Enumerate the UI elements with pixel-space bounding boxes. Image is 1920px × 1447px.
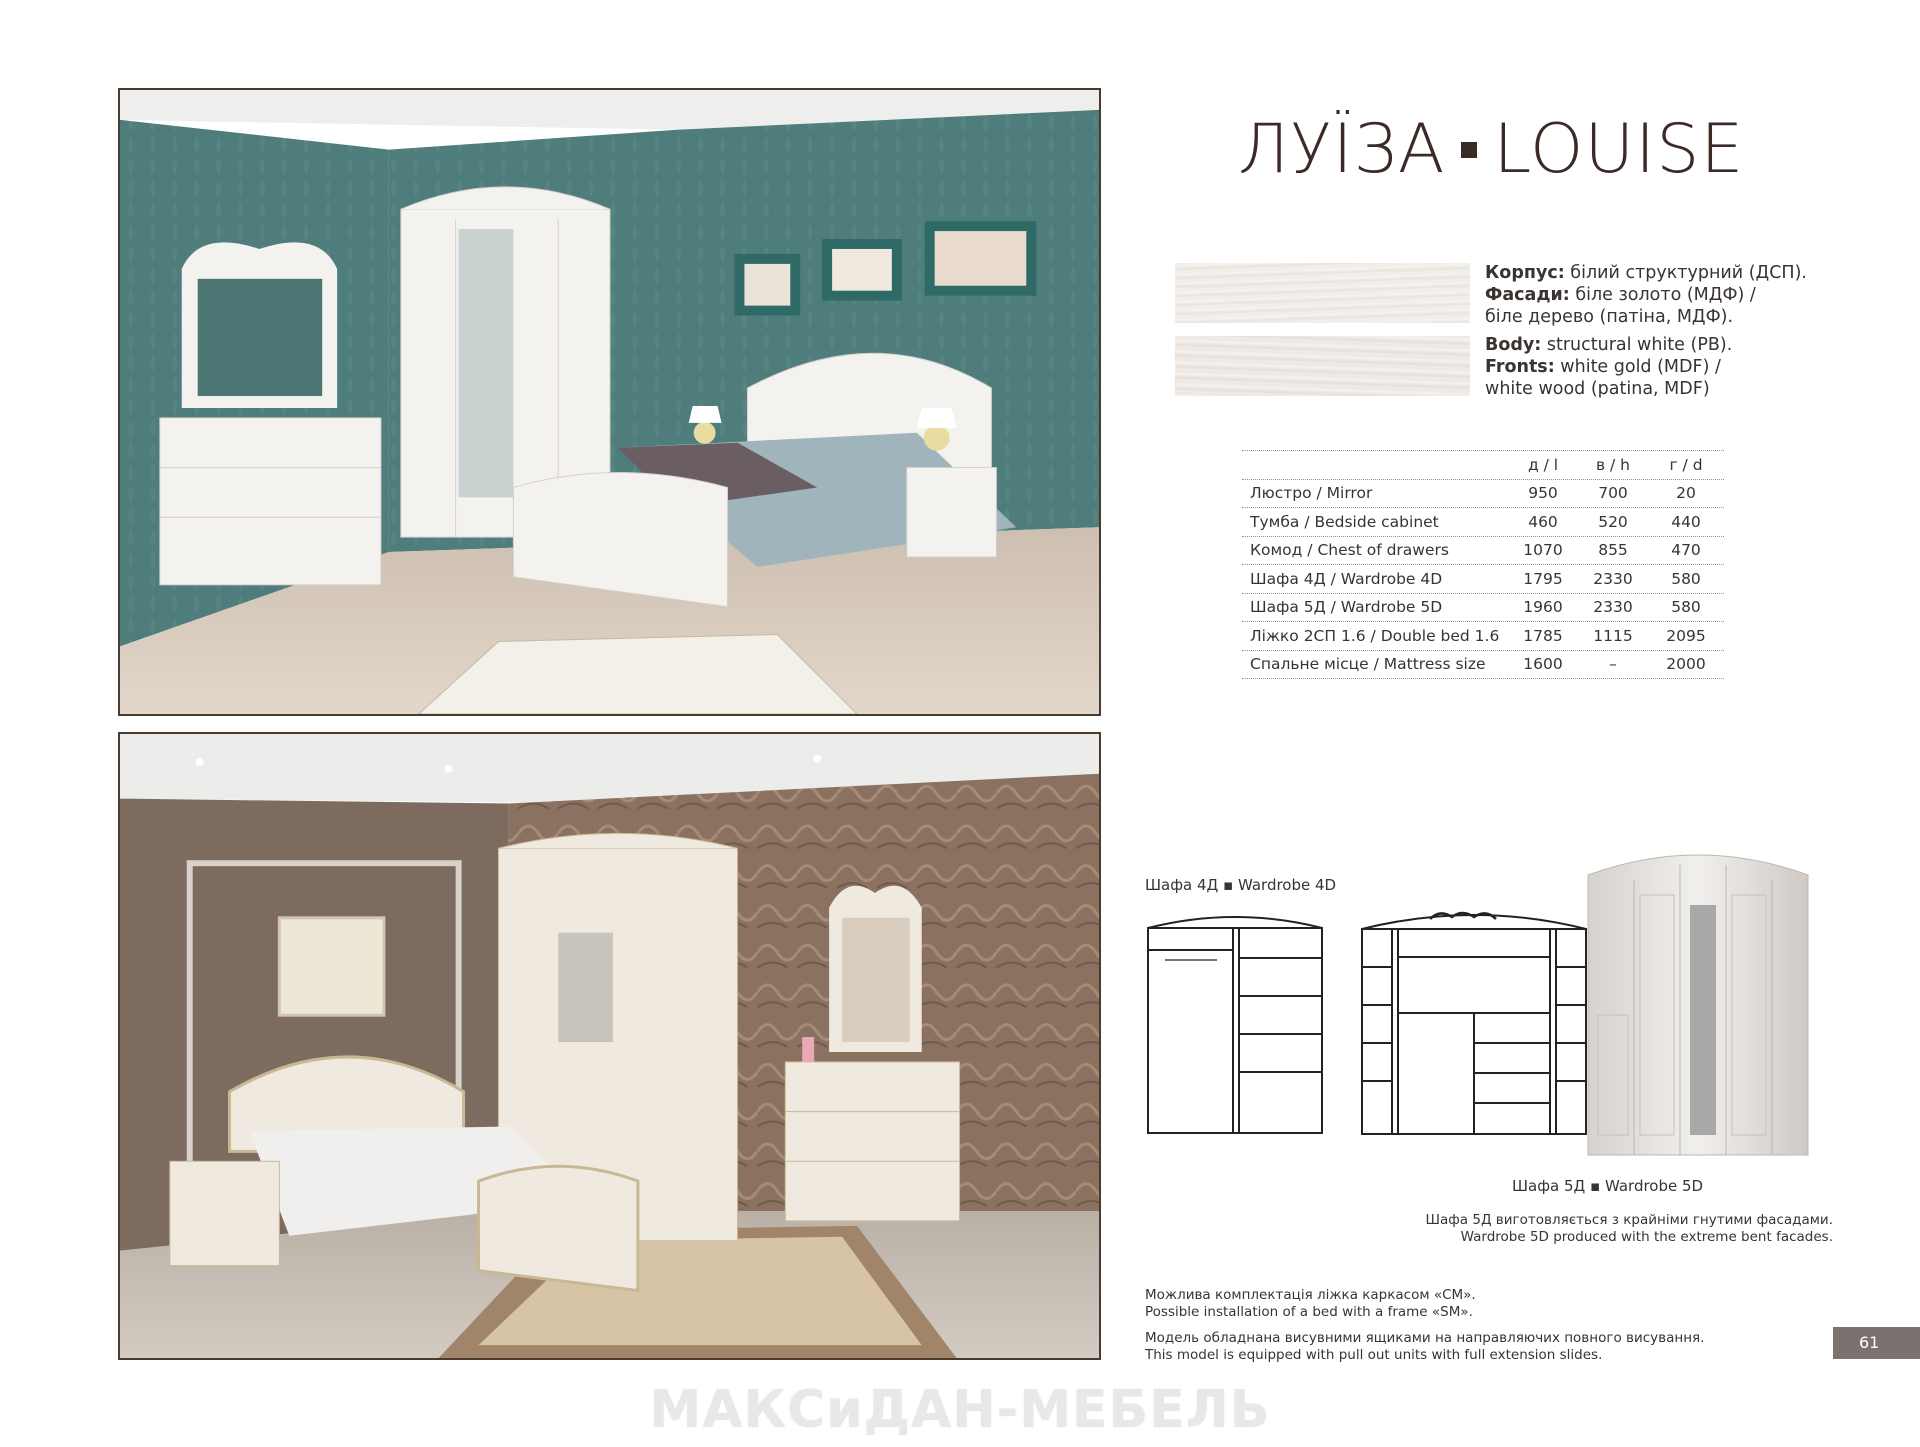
caption-wardrobe-5d: Шафа 5Д ▪ Wardrobe 5D [1512, 1177, 1704, 1195]
table-cell: 460 [1528, 512, 1558, 531]
table-cell: 1115 [1593, 626, 1633, 645]
swatch-structural-white [1175, 263, 1470, 323]
table-row [1242, 480, 1724, 509]
table-row [1242, 537, 1724, 566]
note-line-ua: Можлива комплектація ліжка каркасом «СМ». [1145, 1287, 1476, 1303]
page-title [1238, 110, 1758, 189]
materials-ua-line: Корпус: білий структурний (ДСП). [1485, 263, 1807, 283]
table-cell: 20 [1676, 484, 1696, 503]
table-cell: Ліжко 2СП 1.6 / Double bed 1.6 [1250, 626, 1500, 645]
table-cell: 950 [1528, 484, 1558, 503]
note-bed-frame [1145, 1287, 1476, 1321]
swatch-white-wood [1175, 336, 1470, 396]
dimensions-table [1242, 450, 1724, 679]
table-row [1242, 594, 1724, 623]
bedroom-photo-white [118, 88, 1101, 716]
table-cell: 2000 [1666, 655, 1706, 674]
note-line-ua: Модель обладнана висувними ящиками на направляючих повного висування. [1145, 1330, 1705, 1346]
title-separator-square [1461, 142, 1477, 158]
wardrobe-5d-photo [1578, 835, 1818, 1165]
title-en: LOUISE [1493, 110, 1745, 189]
materials-ua-line: Фасади: біле золото (МДФ) / [1485, 285, 1756, 305]
materials-en-line: Body: structural white (PB). [1485, 335, 1733, 355]
table-row [1242, 651, 1724, 680]
note-wardrobe-5d [1426, 1212, 1833, 1246]
note-line-ua: Шафа 5Д виготовляється з крайніми гнутими фасадами. [1425, 1212, 1833, 1228]
note-line-en: This model is equipped with pull out units with full extension slides. [1145, 1347, 1603, 1363]
watermark: МАКСиДАН-МЕБЕЛЬ [649, 1380, 1271, 1440]
page-number: 61 [1833, 1327, 1920, 1359]
table-cell: Тумба / Bedside cabinet [1250, 512, 1439, 531]
materials-en-line: Fronts: white gold (MDF) / [1485, 357, 1721, 377]
table-header-cell: г / d [1669, 455, 1703, 474]
materials-ua [1485, 262, 1807, 328]
table-cell: Шафа 4Д / Wardrobe 4D [1250, 569, 1443, 588]
note-line-en: Wardrobe 5D produced with the extreme bent facades. [1460, 1229, 1833, 1245]
title-ua: ЛУЇЗА [1238, 110, 1446, 189]
table-header-row [1242, 450, 1724, 480]
materials-en-line: white wood (patina, MDF) [1485, 379, 1710, 399]
table-cell: 520 [1598, 512, 1628, 531]
table-cell: 1960 [1523, 598, 1563, 617]
table-cell: 2330 [1593, 569, 1633, 588]
table-cell: 2330 [1593, 598, 1633, 617]
table-row [1242, 565, 1724, 594]
table-cell: 580 [1671, 569, 1701, 588]
wardrobe-5d-drawing [1360, 905, 1588, 1137]
wardrobe-4d-drawing [1145, 910, 1325, 1136]
materials-ua-line: біле дерево (патіна, МДФ). [1485, 307, 1734, 327]
table-cell: Шафа 5Д / Wardrobe 5D [1250, 598, 1443, 617]
table-cell: 700 [1598, 484, 1628, 503]
table-cell: 1785 [1523, 626, 1563, 645]
table-cell: 580 [1671, 598, 1701, 617]
table-header-cell: в / h [1595, 455, 1631, 474]
table-header-cell: д / l [1527, 455, 1559, 474]
table-cell: 2095 [1666, 626, 1706, 645]
table-cell: Комод / Chest of drawers [1250, 541, 1449, 560]
table-cell: 1795 [1523, 569, 1563, 588]
table-cell: 440 [1671, 512, 1701, 531]
table-cell: 1600 [1523, 655, 1563, 674]
note-line-en: Possible installation of a bed with a frame «SM». [1145, 1304, 1473, 1320]
table-cell: Люстро / Mirror [1250, 484, 1373, 503]
table-cell: 855 [1598, 541, 1628, 560]
table-row [1242, 508, 1724, 537]
note-extension-slides [1145, 1330, 1704, 1364]
materials-en [1485, 334, 1732, 400]
bedroom-photo-gold [118, 732, 1101, 1360]
table-cell: – [1609, 655, 1617, 674]
table-cell: Спальне місце / Mattress size [1250, 655, 1486, 674]
table-cell: 1070 [1523, 541, 1563, 560]
table-row [1242, 622, 1724, 651]
caption-wardrobe-4d: Шафа 4Д ▪ Wardrobe 4D [1145, 876, 1337, 894]
table-cell: 470 [1671, 541, 1701, 560]
